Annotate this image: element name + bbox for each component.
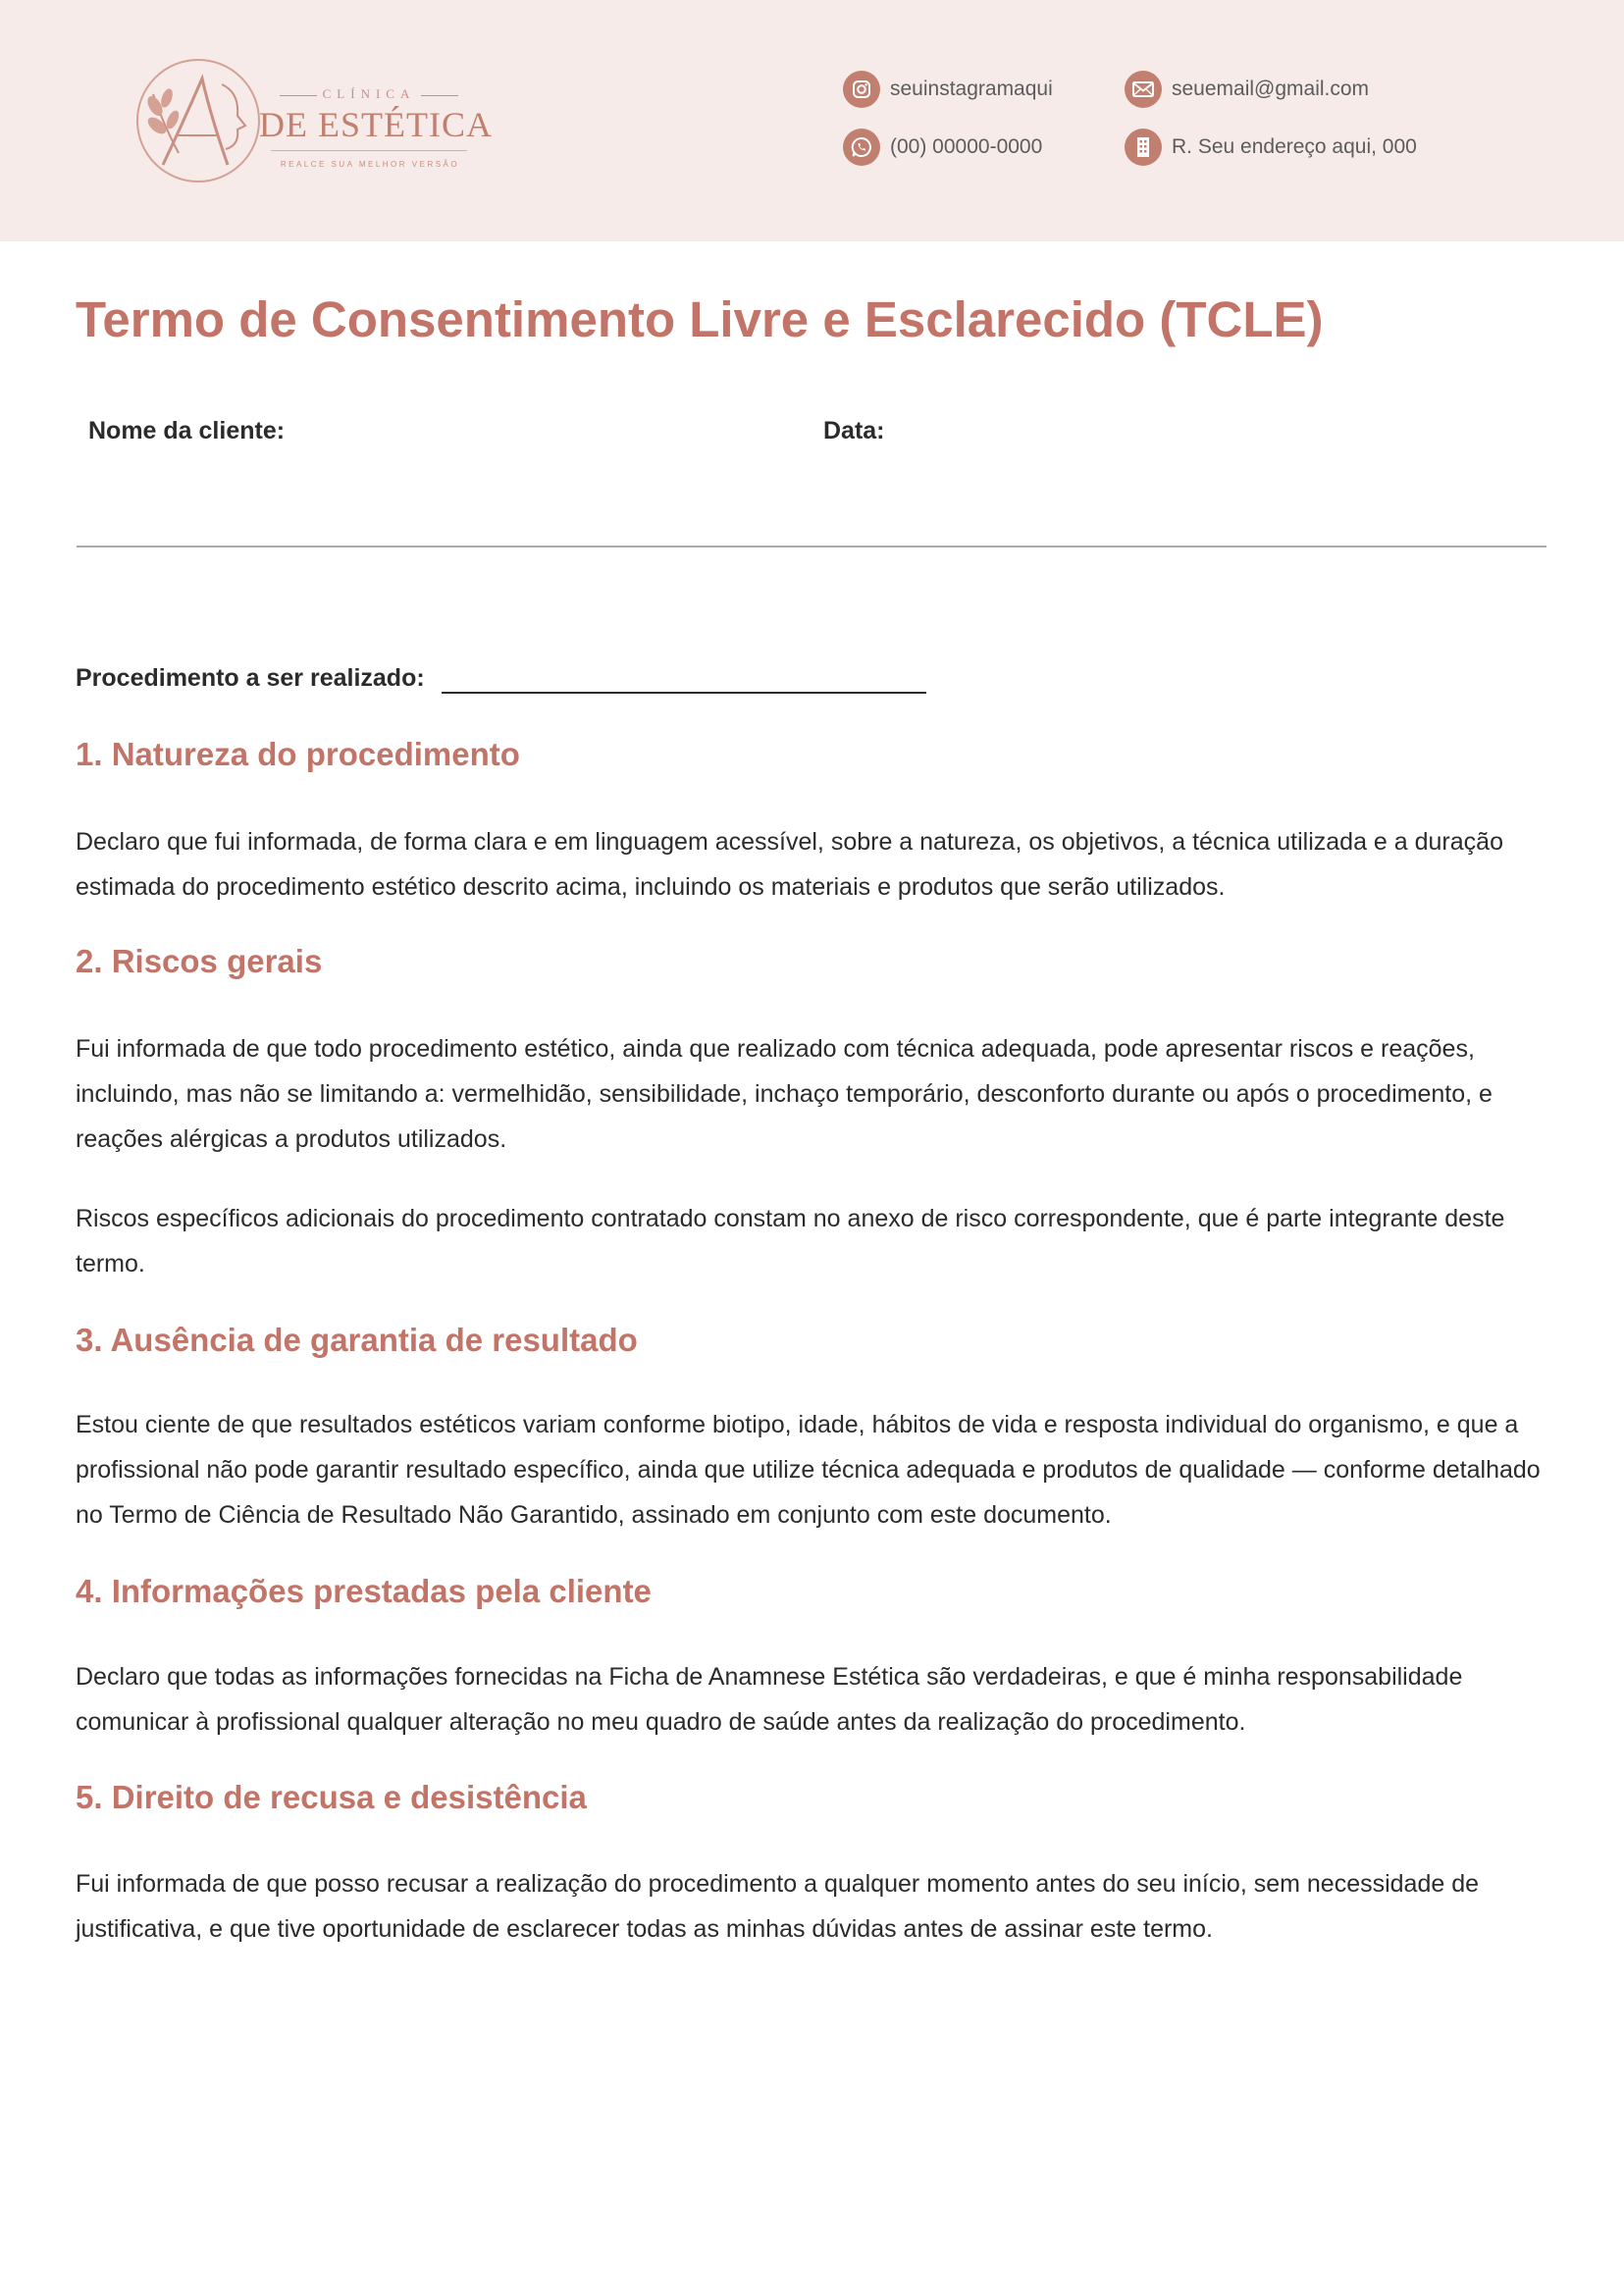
logo-line2: DE ESTÉTICA xyxy=(259,105,493,144)
contact-email xyxy=(1125,71,1369,108)
section-divider xyxy=(77,546,1546,548)
section-4-paragraph: Declaro que todas as informações fornecidas na Ficha de Anamnese Estética são verdadeiras, e que é minha responsabilidade comunicar à profissional qualquer alteração no meu quadro de saúde antes da realização do procedimento. xyxy=(76,1663,1463,1736)
page-header xyxy=(0,0,1624,241)
section-1-paragraph: Declaro que fui informada, de forma clara e em linguagem acessível, sobre a natureza, os objetivos, a técnica utilizada e a duração estimada do procedimento estético descrito acima, incluindo os materiais e produtos que serão utilizados. xyxy=(76,828,1503,901)
logo-emblem-icon xyxy=(133,55,261,186)
procedure-fill-line xyxy=(442,692,926,694)
date-label: Data: xyxy=(823,417,885,444)
contact-phone xyxy=(843,129,1042,166)
email-icon xyxy=(1125,71,1162,108)
contact-address xyxy=(1125,129,1417,166)
building-icon xyxy=(1125,129,1162,166)
section-4-title: 4. Informações prestadas pela cliente xyxy=(76,1573,652,1609)
email-address: seuemail@gmail.com xyxy=(1172,78,1370,100)
section-1-title: 1. Natureza do procedimento xyxy=(76,736,520,772)
client-name-label: Nome da cliente: xyxy=(88,417,286,444)
logo-tagline: REALCE SUA MELHOR VERSÃO xyxy=(280,160,460,169)
contact-instagram xyxy=(843,71,1053,108)
instagram-icon xyxy=(843,71,880,108)
whatsapp-icon xyxy=(843,129,880,166)
logo-line1: CLÍNICA xyxy=(261,86,477,102)
instagram-handle: seuinstagramaqui xyxy=(890,78,1053,100)
logo-divider xyxy=(271,150,467,151)
clinic-logo xyxy=(133,55,493,186)
section-2-paragraph-2: Riscos específicos adicionais do procedimento contratado constam no anexo de risco correspondente, que é parte integrante deste termo. xyxy=(76,1205,1505,1278)
document-title: Termo de Consentimento Livre e Esclarecido (TCLE) xyxy=(76,291,1324,347)
section-3-title: 3. Ausência de garantia de resultado xyxy=(76,1322,638,1358)
section-2-title: 2. Riscos gerais xyxy=(76,943,323,979)
section-5-paragraph: Fui informada de que posso recusar a realização do procedimento a qualquer momento antes do seu início, sem necessidade de justificativa, e que tive oportunidade de esclarecer todas as minhas dúvidas antes de assinar este termo. xyxy=(76,1870,1480,1943)
procedure-label: Procedimento a ser realizado: xyxy=(76,664,425,692)
section-5-title: 5. Direito de recusa e desistência xyxy=(76,1779,587,1815)
phone-number: (00) 00000-0000 xyxy=(890,135,1043,158)
section-2-paragraph-1: Fui informada de que todo procedimento estético, ainda que realizado com técnica adequada, pode apresentar riscos e reações, incluindo, mas não se limitando a: vermelhidão, sensibilidade, inchaço temporário, desconforto durante ou após o procedimento, e reações alérgicas a produtos utilizados. xyxy=(76,1035,1493,1153)
street-address: R. Seu endereço aqui, 000 xyxy=(1172,135,1417,158)
section-3-paragraph: Estou ciente de que resultados estéticos variam conforme biotipo, idade, hábitos de vida e resposta individual do organismo, e que a profissional não pode garantir resultado específico, ainda que utilize técnica adequada e produtos de qualidade — conforme detalhado no Termo de Ciência de Resultado Não Garantido, assinado em conjunto com este documento. xyxy=(76,1411,1541,1529)
